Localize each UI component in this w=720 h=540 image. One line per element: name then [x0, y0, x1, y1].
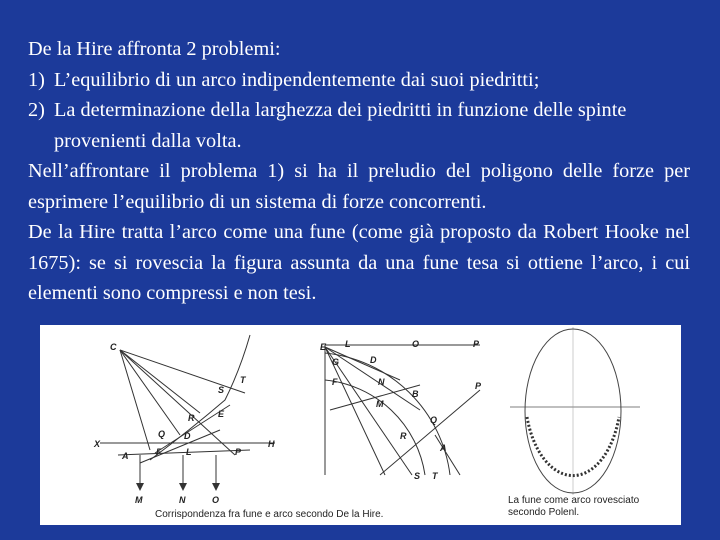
label-q: Q: [158, 429, 166, 439]
list-number-1: 1): [28, 68, 45, 91]
arch-diagrams: [40, 325, 681, 525]
label-arch-e: E: [320, 342, 327, 352]
arch-diagram: [325, 345, 480, 475]
caption-left: Corrispondenza fra fune e arco secondo De la Hire.: [155, 509, 384, 520]
label-m: M: [135, 495, 143, 505]
arch-figure: [40, 325, 681, 525]
label-arch-m: M: [376, 399, 384, 409]
chain-diagram: [510, 327, 640, 495]
label-l: L: [186, 447, 192, 457]
paragraph-force-polygon: Nell’affrontare il problema 1) si ha il preludio del poligono delle forze per esprimere l’equilibrio di un sistema di forze concorrenti.: [28, 160, 690, 213]
label-arch-d: D: [370, 355, 377, 365]
label-d: D: [184, 431, 191, 441]
label-a: A: [122, 451, 129, 461]
label-arch-t: T: [432, 471, 438, 481]
label-c: C: [110, 342, 117, 352]
label-arch-g: G: [332, 357, 340, 367]
label-arch-q: Q: [430, 415, 438, 425]
label-arch-f: F: [332, 377, 338, 387]
label-arch-r: R: [400, 431, 407, 441]
label-x: X: [94, 439, 101, 449]
caption-right-line1: La fune come arco rovesciato: [508, 495, 640, 506]
label-h: H: [268, 439, 275, 449]
slide-text: [28, 34, 690, 309]
label-arch-o: O: [412, 339, 420, 349]
label-r: R: [188, 413, 195, 423]
label-s: S: [218, 385, 225, 395]
list-number-2: 2): [28, 99, 45, 121]
list-item-2: [28, 95, 690, 156]
label-arch-n: N: [378, 377, 385, 387]
label-p: P: [235, 447, 242, 457]
label-n: N: [179, 495, 186, 505]
label-f: F: [156, 447, 162, 457]
label-o: O: [212, 495, 220, 505]
label-arch-b: B: [412, 389, 419, 399]
label-e: E: [218, 409, 225, 419]
list-text-1: L’equilibrio di un arco indipendentemente dai suoi piedritti;: [54, 68, 540, 91]
intro-line: De la Hire affronta 2 problemi:: [28, 38, 281, 60]
label-arch-a: A: [440, 443, 447, 453]
paragraph-hooke: De la Hire tratta l’arco come una fune (come già proposto da Robert Hooke nel 1675): se si rovescia la figura assunta da una fune tesa si ottiene l’arco, i cui elementi sono compressi e non tesi.: [28, 221, 690, 304]
label-arch-s: S: [414, 471, 421, 481]
label-arch-l: L: [345, 339, 351, 349]
label-t: T: [240, 375, 246, 385]
label-arch-p2: P: [475, 381, 482, 391]
list-item-1: [28, 65, 690, 96]
list-text-2: La determinazione della larghezza dei piedritti in funzione delle spinte provenienti dalla volta.: [54, 99, 627, 152]
label-arch-p1: P: [473, 339, 480, 349]
caption-right-line2: secondo Polenl.: [508, 507, 580, 518]
